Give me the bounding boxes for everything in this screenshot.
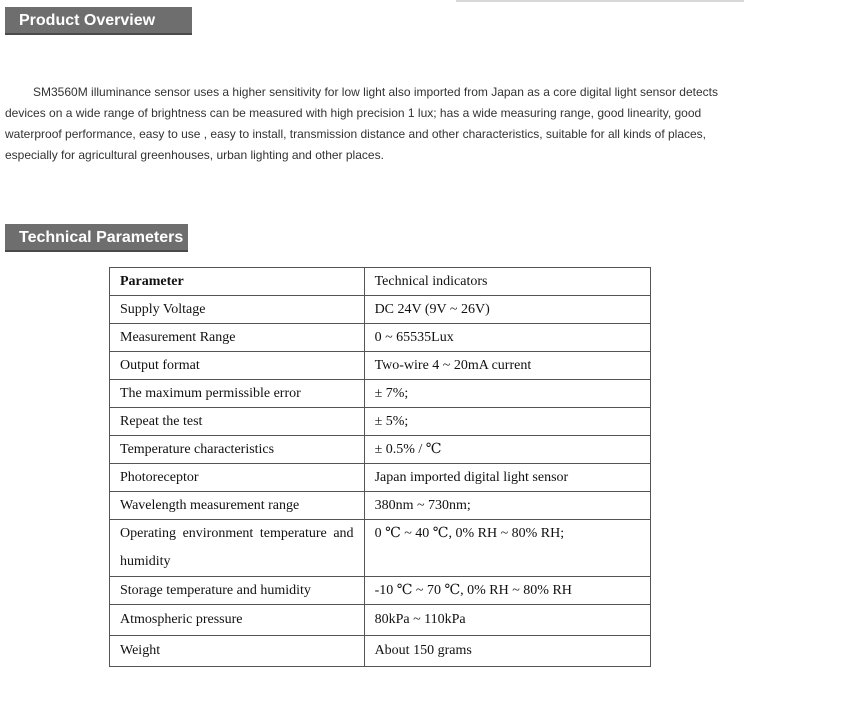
product-overview-header: Product Overview	[5, 7, 192, 35]
row-parameter: Measurement Range	[110, 324, 365, 352]
overview-paragraph-text: SM3560M illuminance sensor uses a higher sensitivity for low light also imported from Japan as a core digital light sensor detects devices on a wide range of brightness can be measured with high precision 1 lux; has a wide measuring range, good linearity, good waterproof performance, easy to use , easy to install, transmission distance and other characteristics, suitable for all kinds of places, especially for agricultural greenhouses, urban lighting and other places.	[5, 85, 718, 162]
row-parameter: The maximum permissible error	[110, 380, 365, 408]
table-row	[110, 436, 651, 464]
table-header-row	[110, 268, 651, 296]
table-row	[110, 464, 651, 492]
table-row	[110, 520, 651, 577]
row-parameter: Operating environment temperature and humidity	[110, 520, 365, 577]
row-value: 80kPa ~ 110kPa	[364, 605, 650, 636]
overview-paragraph	[5, 82, 750, 166]
row-parameter: Temperature characteristics	[110, 436, 365, 464]
technical-parameters-table	[109, 267, 651, 667]
row-value: ± 5%;	[364, 408, 650, 436]
row-value: -10 ℃ ~ 70 ℃, 0% RH ~ 80% RH	[364, 577, 650, 605]
row-parameter: Output format	[110, 352, 365, 380]
row-parameter: Wavelength measurement range	[110, 492, 365, 520]
row-value: 380nm ~ 730nm;	[364, 492, 650, 520]
table-row	[110, 380, 651, 408]
table-row	[110, 492, 651, 520]
column-header-parameter: Parameter	[110, 268, 365, 296]
row-parameter: Photoreceptor	[110, 464, 365, 492]
row-parameter: Repeat the test	[110, 408, 365, 436]
table-row	[110, 605, 651, 636]
row-value: Two-wire 4 ~ 20mA current	[364, 352, 650, 380]
table-row	[110, 577, 651, 605]
row-value: 0 ~ 65535Lux	[364, 324, 650, 352]
table-row	[110, 408, 651, 436]
row-value: 0 ℃ ~ 40 ℃, 0% RH ~ 80% RH;	[364, 520, 650, 577]
row-parameter: Atmospheric pressure	[110, 605, 365, 636]
row-value: ± 7%;	[364, 380, 650, 408]
technical-parameters-header: Technical Parameters	[5, 224, 188, 252]
top-divider	[456, 0, 744, 2]
table-row	[110, 636, 651, 667]
table-row	[110, 352, 651, 380]
table-row	[110, 324, 651, 352]
row-parameter: Storage temperature and humidity	[110, 577, 365, 605]
row-parameter: Weight	[110, 636, 365, 667]
column-header-technical-indicators: Technical indicators	[364, 268, 650, 296]
row-value: Japan imported digital light sensor	[364, 464, 650, 492]
row-parameter: Supply Voltage	[110, 296, 365, 324]
row-value: ± 0.5% / ℃	[364, 436, 650, 464]
row-value: About 150 grams	[364, 636, 650, 667]
table-row	[110, 296, 651, 324]
row-value: DC 24V (9V ~ 26V)	[364, 296, 650, 324]
